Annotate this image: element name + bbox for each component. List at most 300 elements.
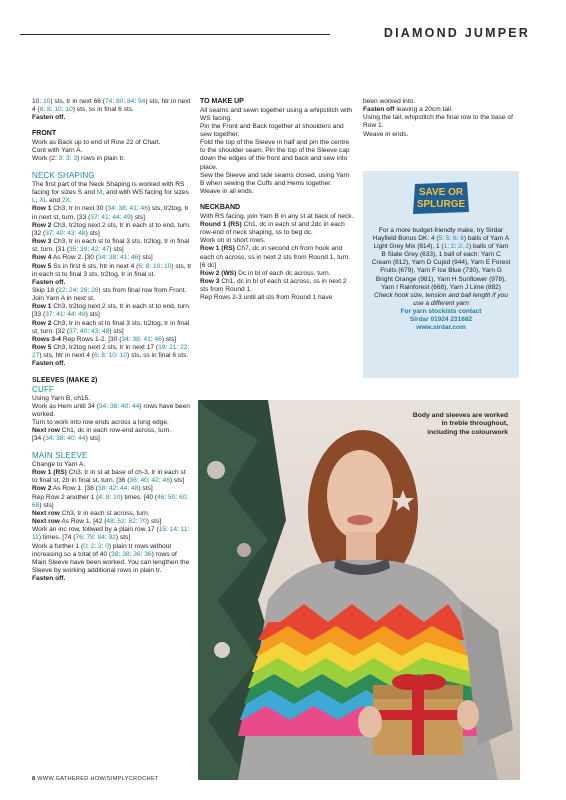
text-run: :	[98, 246, 103, 254]
pattern-row	[32, 222, 192, 238]
size-value: 36	[144, 550, 152, 558]
text-run: :	[136, 205, 141, 213]
text-run: :	[74, 229, 79, 237]
paragraph: Fasten off.	[32, 278, 66, 286]
size-value: 46	[131, 254, 139, 262]
paragraph: Change to Yarn A.	[32, 460, 86, 468]
text-run: The first part of the Neck Shaping is worked with RS facing for sizes S and	[32, 180, 185, 197]
text-run: Ch3, tr in each st across, turn.	[59, 509, 150, 517]
text-run: :	[112, 98, 116, 105]
text-run: :	[140, 550, 145, 558]
text-run: ) sts]	[109, 246, 124, 254]
paragraph	[32, 155, 192, 163]
text-run: :	[86, 542, 91, 550]
section-heading-sleeves: SLEEVES (MAKE 2)	[32, 376, 98, 384]
text-run: :	[76, 246, 81, 254]
text-run: :	[94, 542, 98, 550]
text-run: Ch3, tr2tog next 2 sts, tr in each st to end, turn. [33 (	[32, 303, 191, 319]
paragraph: 10: 10) sts, tr in next 66 (74: 80: 84: 94) sts, htr in next 4 (6: 8: 10: 10) sts, ss in final 6 sts. Fasten off.	[32, 98, 191, 122]
size-value: 41	[143, 335, 151, 343]
text-run: ) rows of Main Sleeve have been worked. You can lengthen the Sleeve by working additional rows in plain tr.	[32, 550, 190, 574]
pattern-row	[200, 294, 354, 302]
row-label: Row 2	[32, 319, 52, 327]
size-value: 34	[45, 435, 53, 443]
text-run: :	[187, 344, 190, 352]
text-run: :	[127, 254, 132, 262]
size-value: 37	[45, 229, 53, 237]
section-heading-make-up: TO MAKE UP	[200, 98, 244, 105]
size-value: 4	[98, 493, 103, 501]
pattern-row	[32, 469, 192, 485]
paragraph: Sew the Sleeve and side seams closed, using Yarn B when sewing the Cuffs and Hems together.	[200, 171, 350, 187]
text-run: :	[105, 254, 109, 262]
text-run: ) sts]	[85, 311, 100, 319]
section-heading-front: FRONT	[32, 130, 57, 138]
text-run: :	[134, 98, 139, 105]
size-value: 34	[121, 335, 129, 343]
paragraph: Cont with Yarn A.	[32, 147, 83, 155]
text-run: ) sts, htr in next 4 (	[32, 98, 191, 114]
row-label: Row 1	[32, 303, 52, 311]
text-run: As Row 2. [30 (	[51, 254, 98, 262]
text-run: :	[104, 352, 109, 360]
size-value: 6	[453, 235, 457, 243]
save-or-splurge-box	[363, 171, 519, 378]
section-heading-neckband: NECKBAND	[200, 204, 241, 212]
text-run: :	[158, 477, 163, 485]
text-run: :	[442, 235, 446, 243]
text-run: :	[166, 526, 170, 534]
text-run: :	[93, 534, 98, 542]
pattern-row	[200, 270, 354, 278]
row-label: Row 2	[32, 485, 52, 493]
size-value: 38	[132, 335, 140, 343]
text-run: :	[150, 335, 155, 343]
text-run: ) balls of Yarn B Slate Grey (633), 1 ball of each: Yarn C Cream (812), Yarn D Cupid (944), Yarn E Forest Fruits (679), Yarn F Ice Blue (730), Yarn G Bright Orange (981), Yarn H Sunflower (978), Yarn I Rainforest (668), Yarn J Lime (882)	[371, 243, 511, 291]
row-text: Ch1, dc in bl of each st across, ss in next 2 sts from Round 1.	[200, 277, 347, 294]
size-value: 2	[465, 243, 469, 251]
stockist-url[interactable]: www.sirdar.com	[416, 324, 466, 332]
section-heading-neck-shaping: NECK SHAPING	[32, 171, 95, 181]
page-number: 8	[32, 776, 36, 782]
text-run: :	[50, 106, 55, 114]
paragraph	[32, 435, 192, 443]
size-value: 42	[108, 485, 117, 493]
size-value: 84	[97, 534, 105, 542]
row-label: Row 2	[32, 221, 52, 229]
size-value: 38	[97, 485, 106, 493]
size-value: 78	[86, 534, 94, 542]
text-run: :	[176, 344, 181, 352]
text-run: :	[186, 493, 189, 501]
size-value: 14	[169, 526, 178, 534]
text-run: :	[43, 106, 48, 114]
text-run: :	[87, 246, 92, 254]
size-value: 40	[80, 327, 88, 335]
size-value: 46	[140, 205, 148, 213]
footer-url[interactable]: WWW.GATHERED.HOW/SIMPLYCROCHET	[37, 776, 159, 782]
text-run: ) rows have been worked.	[32, 402, 190, 418]
text-run: :	[116, 485, 120, 493]
size-value: 8	[101, 352, 105, 360]
pattern-row	[200, 278, 354, 294]
size-value: 68	[32, 501, 40, 509]
size-value: 10	[152, 262, 161, 270]
text-run: ) sts, htr in next 4 (	[39, 352, 94, 360]
text-run: [34 (	[32, 435, 46, 443]
column-3	[363, 98, 519, 139]
column-1	[32, 98, 192, 583]
text-run: ) sts]	[115, 534, 131, 542]
text-run: ) sts]	[146, 518, 162, 526]
text-run: :	[118, 550, 123, 558]
text-run: :	[108, 213, 113, 221]
size-value: 41	[56, 311, 64, 319]
size-value: 46	[162, 477, 170, 485]
text-run: :	[454, 243, 459, 251]
text-run: ) sts]	[85, 435, 100, 443]
size-value: 5	[445, 235, 450, 243]
size-value: 26	[80, 286, 88, 294]
size-value: 8	[105, 493, 110, 501]
text-run: 10	[32, 98, 40, 105]
size-value: 2	[458, 243, 462, 251]
row-label: Next row	[32, 509, 60, 517]
size-value: 38	[118, 205, 126, 213]
size-value: 43	[91, 327, 99, 335]
stockist-phone: Sirdar 01924 231682	[409, 316, 473, 324]
size-value: 41	[101, 213, 109, 221]
row-text: Ch7, dc in second ch from hook and each ch across, ss in next 2 sts from Round 1, turn. [6 dc]	[200, 245, 351, 269]
size-value: 6	[39, 106, 44, 114]
size-value: 22	[180, 344, 188, 352]
size-value: 34	[97, 254, 106, 262]
paragraph: All seams and sewn together using a whipstitch with WS facing.	[200, 106, 353, 122]
size-value: 44	[120, 485, 128, 493]
text-run: :	[52, 435, 57, 443]
pattern-row	[32, 344, 192, 360]
size-value: 10	[119, 352, 127, 360]
size-value: 1	[443, 243, 448, 251]
size-value: 2	[97, 542, 102, 550]
text-run: :	[63, 311, 68, 319]
text-run: :	[160, 262, 164, 270]
text-run: :	[147, 477, 152, 485]
text-run: :	[123, 98, 127, 105]
paragraph: Pin the Front and Back together at shoulders and sew together.	[200, 122, 344, 138]
text-run: :	[449, 235, 454, 243]
size-value: 8	[47, 106, 51, 114]
paragraph: Next row Ch1, dc in each row-end across, turn.	[32, 427, 172, 435]
text-run: :	[175, 493, 180, 501]
pattern-row	[32, 494, 192, 510]
text-run: ) sts]	[130, 213, 145, 221]
size-value: 37	[69, 327, 77, 335]
text-run: :	[141, 262, 146, 270]
row-label: Row 4	[32, 254, 52, 262]
text-run: :	[177, 526, 181, 534]
size-value: 40	[120, 402, 129, 410]
row-label: Rows 3-4	[32, 335, 61, 343]
text-run: ) sts]	[39, 501, 54, 509]
size-value: 2	[90, 542, 95, 550]
pattern-row	[32, 303, 192, 319]
paragraph: Using the tail, whipstitch the final row to the base of Row 1.	[363, 114, 513, 130]
row-label: Row 5	[32, 262, 52, 270]
text-run: ) sts, ss in final 6 sts.	[72, 106, 134, 114]
row-list	[32, 303, 192, 360]
row-label: Row 1 (RS)	[200, 245, 235, 253]
pattern-row	[32, 238, 192, 254]
text-run: ) times. [40 (	[120, 493, 158, 501]
size-value: 62	[128, 518, 136, 526]
text-run: ) sts from final row from Front.	[98, 286, 187, 294]
text-run: ) sts]	[138, 485, 153, 493]
size-value: 10	[113, 493, 121, 501]
text-run: ) sts]	[85, 229, 100, 237]
row-list	[32, 469, 192, 575]
row-text: Ch1, dc in each st and 2dc in each row-end of neck shaping, ss to beg dc.	[200, 220, 345, 237]
size-value: 36	[133, 550, 141, 558]
row-label: Row 3	[32, 238, 52, 246]
text-run: :	[136, 477, 141, 485]
size-value: 49	[78, 311, 86, 319]
paragraph: Fasten off.	[32, 575, 66, 583]
text-run: As Row 1. [42 (	[59, 518, 107, 526]
paragraph: Weave in ends.	[363, 130, 409, 138]
text-run: Ch3, tr in st at base of ch-3, tr in each st to final st, 2tr in final st, turn. [36 (	[32, 469, 186, 485]
size-value: 3	[65, 155, 70, 163]
size-value: 10	[65, 106, 73, 114]
text-run: ) sts, tr in each st to final 3 sts, tr2tog, tr in final st.	[32, 262, 192, 278]
size-value: 10	[108, 352, 116, 360]
size-value: 0	[105, 542, 109, 550]
size-value: 92	[108, 534, 116, 542]
paragraph	[32, 403, 192, 419]
size-value: 26	[91, 286, 99, 294]
text-run: ) sts]	[161, 335, 177, 343]
text-run: Skip 18 (	[32, 286, 59, 294]
size-value: 42	[91, 246, 99, 254]
text-run: Ch3, tr in next 30 (	[51, 205, 108, 213]
size-value: 19	[158, 344, 166, 352]
size-value: 6	[93, 352, 98, 360]
watermark: PassionForum.ru	[497, 784, 558, 793]
size-value: 44	[112, 213, 120, 221]
size-value: 60	[179, 493, 187, 501]
size-value: 24	[69, 286, 77, 294]
pattern-row	[32, 205, 192, 221]
text-run: Ch3, tr in each st to final 3 sts, tr2tog, tr in final st, turn. [32 (	[32, 319, 190, 335]
size-value: 10	[54, 106, 62, 114]
size-value: 41	[120, 254, 128, 262]
row-list	[32, 205, 192, 278]
paragraph: Join Yarn A in next st.	[32, 295, 95, 303]
text-run: , and with WS facing for sizes	[102, 189, 189, 197]
size-value: 44	[78, 435, 86, 443]
badge-line-2: SPLURGE	[416, 199, 466, 210]
pattern-row	[32, 336, 192, 344]
size-value: 3	[58, 155, 63, 163]
section-heading-main-sleeve: MAIN SLEEVE	[32, 451, 88, 461]
pattern-row	[32, 510, 192, 518]
text-run: :	[115, 352, 120, 360]
row-label: Row 3	[200, 277, 220, 285]
text-run: :	[97, 352, 102, 360]
size-value: 3	[73, 155, 77, 163]
column-2	[200, 98, 354, 302]
text-run: As Row 1. [38 (	[51, 485, 98, 493]
size-value: 80	[115, 98, 124, 105]
size-value: M	[96, 189, 103, 197]
size-value: 15	[158, 526, 167, 534]
text-run: :	[164, 493, 169, 501]
stockist-contact: For yarn stockists contact	[400, 307, 482, 315]
page-footer	[32, 776, 159, 782]
size-value: 46	[154, 335, 162, 343]
paragraph: With RS facing, join Yarn B in any st at back of neck.	[200, 212, 354, 220]
size-value: 38	[111, 550, 119, 558]
text-run: :	[105, 485, 109, 493]
section-heading-cuff: CUFF	[32, 385, 55, 395]
row-text: Work on in short rows.	[200, 237, 266, 245]
text-run: :	[125, 205, 130, 213]
text-run: :	[87, 286, 92, 294]
paragraph: Using Yarn B, ch15.	[32, 394, 91, 402]
row-label: Next row	[32, 518, 60, 526]
size-value: 38	[109, 402, 118, 410]
size-value: 52	[117, 518, 125, 526]
row-list	[200, 221, 354, 303]
size-value: 50	[168, 493, 176, 501]
pattern-row	[200, 245, 354, 269]
model-illustration	[198, 400, 520, 780]
text-run: :	[97, 213, 102, 221]
size-value: 35	[69, 246, 77, 254]
size-value: 38	[122, 550, 130, 558]
text-run: :	[62, 155, 66, 163]
size-value: 84	[127, 98, 135, 105]
size-value: 48	[102, 327, 110, 335]
size-value: 70	[139, 518, 147, 526]
text-run: :	[69, 155, 74, 163]
text-run: :	[165, 344, 170, 352]
text-run: :	[187, 526, 190, 534]
size-value: 10	[163, 262, 172, 270]
text-run: :	[98, 327, 103, 335]
size-value: 47	[102, 246, 110, 254]
size-value: 74	[104, 98, 113, 105]
size-value: XL	[39, 197, 48, 205]
size-value: 10	[43, 98, 51, 105]
text-run: :	[461, 243, 466, 251]
page-header-title: DIAMOND JUMPER	[383, 26, 530, 40]
text-run: :	[139, 335, 144, 343]
size-value: 37	[90, 213, 98, 221]
text-run: Rep Rows 1-2. [30 (	[60, 335, 122, 343]
text-run: .	[69, 197, 72, 205]
text-run: ) balls of Yarn A Light Grey Mix (814), 1 (	[373, 235, 510, 251]
text-run: ) sts, tr2tog, tr in next st, turn. [33 (	[32, 205, 189, 221]
size-value: 37	[45, 311, 53, 319]
size-value: 40	[140, 477, 148, 485]
size-value: 2X	[61, 197, 70, 205]
model-photo	[198, 400, 520, 780]
size-value: 21	[169, 344, 177, 352]
text-run: :	[74, 311, 79, 319]
size-value: L	[32, 197, 36, 205]
paragraph: Fold the top of the Sleeve in half and pin the centre to the shoulder seam. Pin the top of the Sleeve cap down the edges of the front and back and sew into place.	[200, 139, 350, 171]
pattern-row	[32, 518, 192, 526]
row-label: Row 1	[32, 205, 52, 213]
row-text: Dc in bl of each dc across, turn.	[236, 269, 331, 277]
text-run: :	[39, 98, 44, 105]
badge-line-1: SAVE OR	[418, 187, 464, 198]
text-run: :	[127, 485, 132, 493]
text-run: :	[117, 402, 121, 410]
text-run: :	[456, 235, 461, 243]
save-box-text	[371, 227, 511, 332]
text-run: :	[52, 311, 57, 319]
pattern-row	[200, 221, 354, 237]
text-run: :	[116, 254, 120, 262]
pattern-row	[32, 526, 192, 542]
text-run: :	[65, 286, 70, 294]
text-run: :	[149, 262, 153, 270]
text-run: ) times. [74 (	[38, 534, 76, 542]
text-run: :	[101, 542, 106, 550]
text-run: :	[109, 493, 114, 501]
text-run: Ss in first 6 sts, htr in next 4 (	[51, 262, 139, 270]
size-value: 48	[131, 485, 139, 493]
text-run: :	[113, 518, 118, 526]
size-value: 11	[180, 526, 188, 534]
text-run: :	[52, 229, 57, 237]
text-run: :	[447, 243, 451, 251]
pattern-row	[32, 543, 192, 576]
size-value: 2	[450, 243, 455, 251]
size-value: 34	[98, 402, 107, 410]
text-run: :	[63, 229, 68, 237]
row-text: Rep Rows 2-3 until all sts from Round 1 have	[200, 294, 333, 302]
paragraph: Fasten off.	[32, 360, 66, 368]
text-run: :	[135, 518, 140, 526]
size-value: 6	[460, 235, 464, 243]
text-run: For a more budget-friendly make, try Sirdar Hayfield Bonus DK: 4 (	[372, 227, 504, 243]
size-value: 0	[83, 542, 87, 550]
size-value: 76	[75, 534, 83, 542]
size-value: 49	[123, 213, 131, 221]
size-value: 42	[151, 477, 159, 485]
text-run: Work a further 1 (	[32, 542, 84, 550]
text-run: :	[74, 435, 79, 443]
size-value: 40	[67, 435, 75, 443]
text-run: :	[61, 106, 66, 114]
text-run: ) sts, tr in next 66 (	[50, 98, 105, 105]
size-value: 38	[56, 435, 64, 443]
save-or-splurge-badge-icon	[411, 181, 471, 215]
size-value: 46	[157, 493, 165, 501]
text-run: ) sts]	[169, 477, 185, 485]
text-run: :	[119, 213, 124, 221]
text-run: ,	[35, 197, 40, 205]
text-run: Ch3, tr2tog next 2 sts, tr in next 17 (	[51, 344, 159, 352]
text-run: :	[104, 534, 109, 542]
text-run: Work an inc row, follwed by a plain row 17 (	[32, 526, 159, 534]
header-rule	[20, 34, 330, 35]
size-value: 36	[129, 477, 137, 485]
size-value: 40	[56, 229, 64, 237]
